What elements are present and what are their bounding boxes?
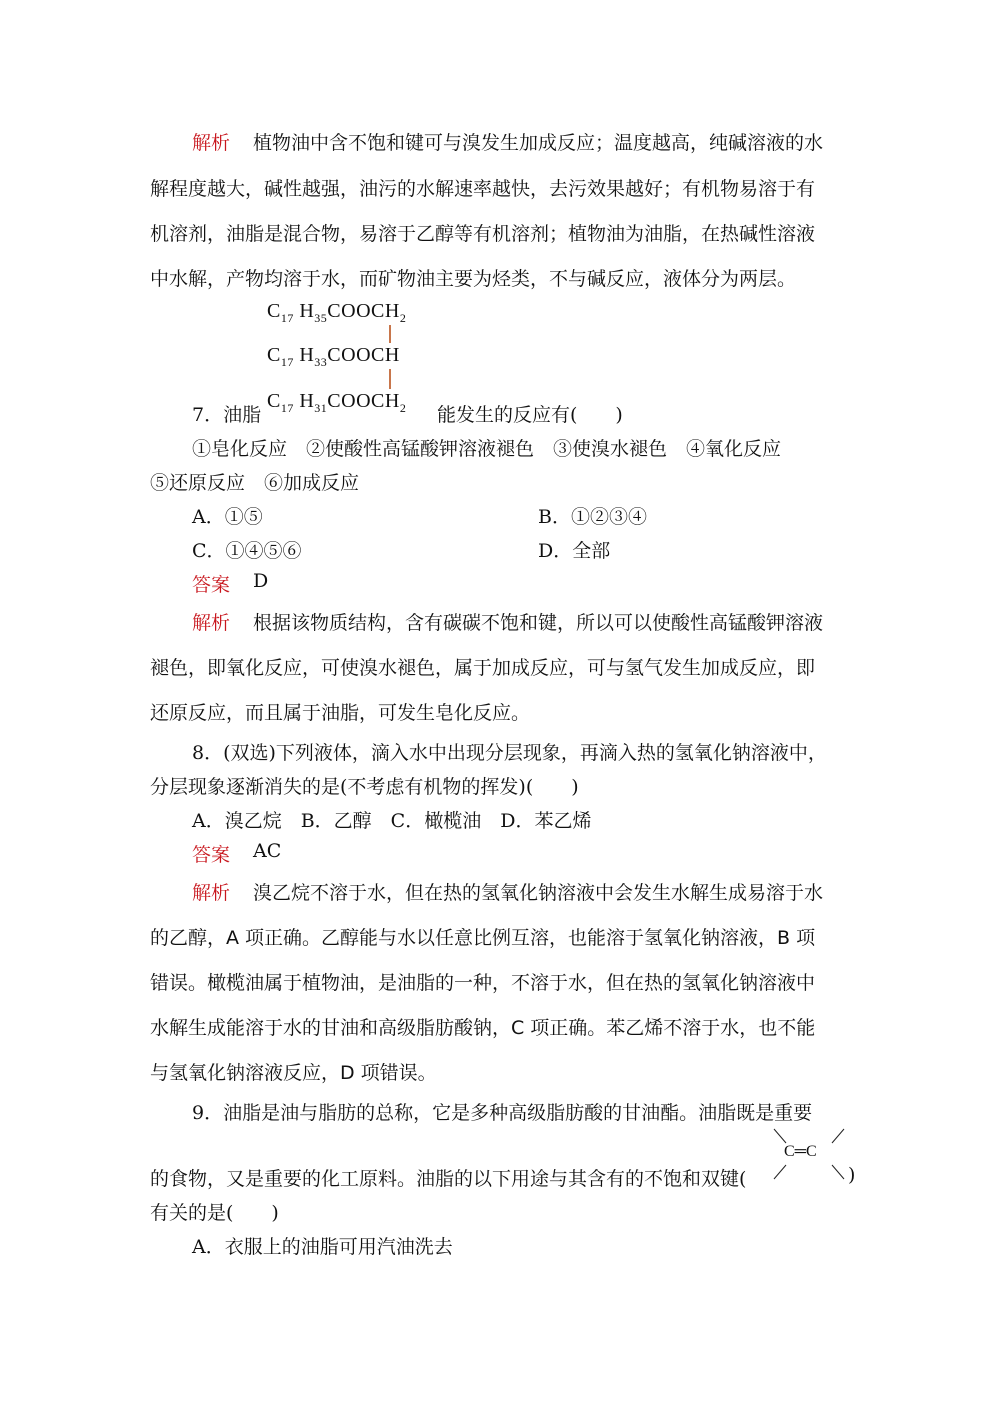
bond-line-upper [389,325,391,343]
option-b: B．①②③④ [538,506,647,528]
analysis-line: 的乙醇，A 项正确。乙醇能与水以任意比例互溶，也能溶于氢氧化钠溶液，B 项 [150,927,816,949]
analysis-line: 中水解，产物均溶于水，而矿物油主要为烃类，不与碱反应，液体分为两层。 [150,268,797,290]
question-8-stem: 分层现象逐渐消失的是(不考虑有机物的挥发)( ) [150,776,579,798]
question-9-stem: 有关的是( ) [150,1202,279,1224]
question-9-stem: 9．油脂是油与脂肪的总称，它是多种高级脂肪酸的甘油酯。油脂既是重要 [192,1102,813,1124]
double-bond-structure [768,1125,850,1183]
answer-label: 答案 [192,574,231,596]
question-7-suffix: 能发生的反应有( ) [437,404,623,426]
analysis-line: 水解生成能溶于水的甘油和高级脂肪酸钠，C 项正确。苯乙烯不溶于水，也不能 [150,1017,816,1039]
formula-row-2: $C_{17}$ $H_{33}COOCH$ [267,344,400,369]
analysis-label: 解析 [192,882,231,904]
question-8-options: A．溴乙烷 B．乙醇 C．橄榄油 D．苯乙烯 [192,810,592,832]
question-7-items: ①皂化反应 ②使酸性高锰酸钾溶液褪色 ③使溴水褪色 ④氧化反应 [192,438,782,460]
answer-value: AC [253,840,282,862]
question-7-items: ⑤还原反应 ⑥加成反应 [150,472,360,494]
analysis-line: 溴乙烷不溶于水，但在热的氢氧化钠溶液中会发生水解生成易溶于水 [253,882,824,904]
analysis-label: 解析 [192,612,231,634]
question-9-stem: 的食物，又是重要的化工原料。油脂的以下用途与其含有的不饱和双键( [150,1168,747,1190]
formula-row-3: $C_{17}$ $H_{31}COOCH_2$ [267,390,407,415]
formula-row-1: $C_{17}$ $H_{35}COOCH_2$ [267,300,407,325]
question-7-prefix: 7．油脂 [192,404,262,426]
analysis-line: 褪色，即氧化反应，可使溴水褪色，属于加成反应，可与氢气发生加成反应，即 [150,657,816,679]
option-a: A．①⑤ [192,506,263,528]
answer-label: 答案 [192,844,231,866]
option-c: C．①④⑤⑥ [192,540,302,562]
question-8-stem: 8．(双选)下列液体，滴入水中出现分层现象，再滴入热的氢氧化钠溶液中， [192,742,827,764]
question-9-paren: ) [848,1164,856,1186]
analysis-label: 解析 [192,132,231,154]
bond-line-lower [389,369,391,389]
double-bond-label: C═C [784,1143,817,1160]
analysis-line: 植物油中含不饱和键可与溴发生加成反应；温度越高，纯碱溶液的水 [253,132,824,154]
option-d: D．全部 [538,540,611,562]
option-a: A．衣服上的油脂可用汽油洗去 [192,1236,453,1258]
analysis-line: 还原反应，而且属于油脂，可发生皂化反应。 [150,702,531,724]
analysis-line: 与氢氧化钠溶液反应，D 项错误。 [150,1062,437,1084]
analysis-line: 错误。橄榄油属于植物油，是油脂的一种，不溶于水，但在热的氢氧化钠溶液中 [150,972,816,994]
analysis-line: 解程度越大，碱性越强，油污的水解速率越快，去污效果越好；有机物易溶于有 [150,178,816,200]
answer-value: D [253,570,269,592]
analysis-line: 根据该物质结构，含有碳碳不饱和键，所以可以使酸性高锰酸钾溶液 [253,612,824,634]
analysis-line: 机溶剂，油脂是混合物，易溶于乙醇等有机溶剂；植物油为油脂，在热碱性溶液 [150,223,816,245]
